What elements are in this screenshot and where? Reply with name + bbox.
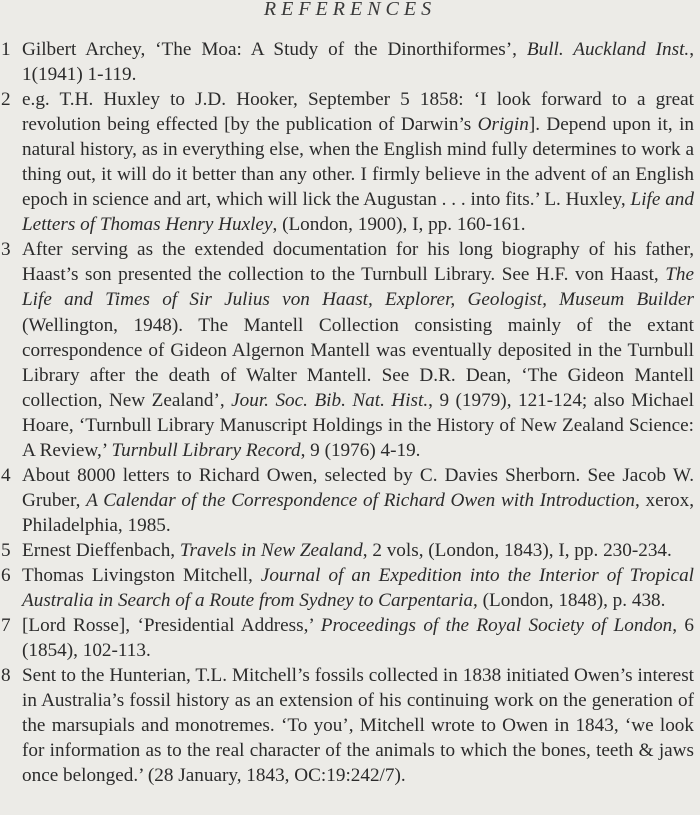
reference-text (22, 538, 694, 563)
reference-text-segment: (Wellington, 1948). The Mantell Collection consisting mainly of the extant correspondence of Gideon Algernon Mantell was eventually deposited in the Turnbull Library after the death of Walter Mantell. See D.R. Dean, ‘The Gideon Mantell collection, New Zealand’, (22, 314, 694, 411)
reference-number: 8 (1, 665, 11, 687)
reference-text-segment: , 2 vols, (London, 1843), I, pp. 230-234. (362, 539, 672, 561)
reference-title-italic: Journal of an Expedition into the Interior of Tropical Australia in Search of a Route from Sydney to Carpentaria (22, 564, 694, 612)
section-heading: REFERENCES (263, 0, 437, 20)
reference-item (0, 663, 694, 788)
reference-number: 4 (1, 464, 11, 486)
reference-title-italic: Travels in New Zealand (179, 539, 363, 561)
reference-number: 6 (1, 564, 11, 586)
reference-text (22, 37, 694, 87)
reference-title-italic: Turnbull Library Record (111, 439, 301, 461)
reference-item (0, 538, 694, 563)
reference-text-segment: , 9 (1976) 4-19. (300, 439, 421, 461)
reference-text-segment: , (London, 1848), p. 438. (473, 590, 666, 612)
reference-title-italic: A Calendar of the Correspondence of Richard Owen with Introduction (86, 489, 635, 511)
reference-number: 7 (1, 615, 11, 637)
reference-text-segment: After serving as the extended documentation for his long biography of his father, Haast’s son presented the collection to the Turnbull Library. See H.F. von Haast, (22, 239, 694, 286)
reference-number: 2 (1, 89, 11, 111)
reference-title-italic: Jour. Soc. Bib. Nat. Hist. (231, 389, 429, 411)
reference-title-italic: Life and Letters of Thomas Henry Huxley (22, 189, 694, 236)
reference-text (22, 87, 694, 237)
reference-text-segment: , xerox, Philadelphia, 1985. (22, 489, 695, 536)
reference-text-segment: , (London, 1900), I, pp. 160-161. (272, 214, 526, 236)
reference-text (22, 237, 694, 462)
reference-title-italic: Bull. Auckland Inst. (526, 39, 690, 60)
reference-text-segment: , 1(1941) 1-119. (22, 39, 695, 86)
reference-number: 3 (1, 239, 11, 261)
reference-text-segment: Thomas Livingston Mitchell, (22, 564, 261, 586)
reference-text-segment: , 9 (1979), 121-124; also Michael Hoare, ‘Turnbull Library Manuscript Holdings in the History of New Zealand Science: A Review,’ (22, 389, 695, 461)
reference-text-segment: e.g. T.H. Huxley to J.D. Hooker, September 5 1858: ‘I look forward to a great revolution being effected [by the publication of Darwin’s (22, 89, 694, 136)
reference-item (0, 237, 694, 462)
reference-text (22, 663, 694, 788)
reference-text-segment: [Lord Rosse], ‘Presidential Address,’ (22, 615, 321, 637)
reference-text-segment: , 6 (1854), 102-113. (22, 615, 695, 662)
reference-item (0, 87, 694, 237)
reference-text-segment: ]. Depend upon it, in natural history, as in everything else, when the English mind fully determines to work a thing out, it will do it better than any other. I firmly believe in the advent of an English epoch in science and art, which will lick the Augustan . . . into fits.’ L. Huxley, (22, 114, 694, 211)
reference-text (22, 563, 694, 613)
reference-list (0, 37, 700, 788)
reference-text-segment: Gilbert Archey, ‘The Moa: A Study of the Dinorthiformes’, (22, 39, 527, 60)
reference-title-italic: Origin (477, 114, 529, 136)
reference-title-italic: The Life and Times of Sir Julius von Haast, Explorer, Geologist, Museum Builder (22, 264, 694, 311)
reference-text-segment: About 8000 letters to Richard Owen, selected by C. Davies Sherborn. See Jacob W. Gruber, (22, 464, 694, 511)
reference-text (22, 613, 694, 663)
reference-item (0, 37, 694, 87)
reference-number: 5 (1, 539, 11, 561)
reference-item (0, 463, 694, 538)
reference-text-segment: Ernest Dieffenbach, (22, 539, 180, 561)
reference-title-italic: Proceedings of the Royal Society of London (320, 615, 673, 637)
reference-text-segment: Sent to the Hunterian, T.L. Mitchell’s fossils collected in 1838 initiated Owen’s interest in Australia’s fossil history as an extension of his continuing work on the generation of the marsupials and monotremes. ‘To you’, Mitchell wrote to Owen in 1843, ‘we look for information as to the real character of the animals to which the bones, teeth & jaws once belonged.’ (28 January, 1843, OC:19:242/7). (22, 665, 694, 787)
reference-number: 1 (1, 39, 11, 60)
reference-text (22, 463, 694, 538)
reference-item (0, 563, 694, 613)
reference-item (0, 613, 694, 663)
